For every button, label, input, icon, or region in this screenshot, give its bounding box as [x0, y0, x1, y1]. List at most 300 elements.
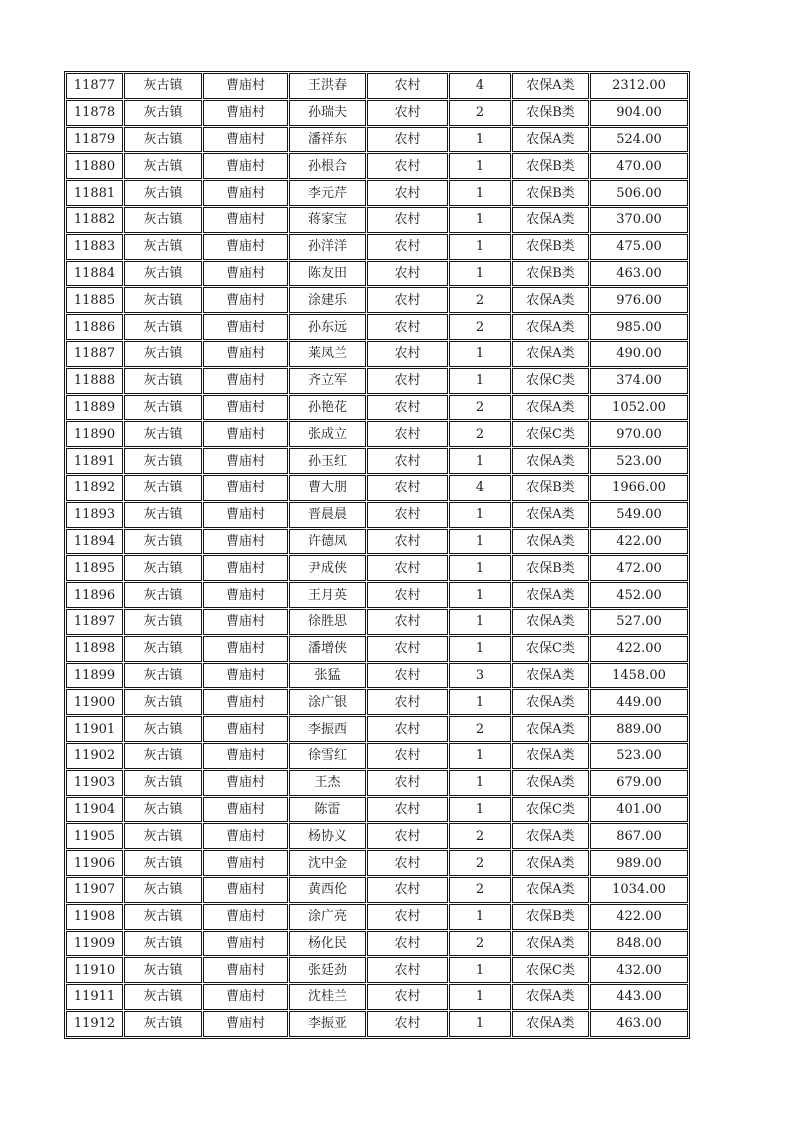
- cell-amount: 848.00: [590, 931, 688, 957]
- cell-town: 灰古镇: [124, 957, 202, 983]
- cell-name: 沈中金: [289, 850, 366, 876]
- cell-category: 农保A类: [512, 609, 589, 635]
- cell-village: 曹庙村: [203, 689, 288, 715]
- cell-count: 1: [449, 234, 511, 260]
- cell-area-type: 农村: [367, 475, 448, 501]
- cell-village: 曹庙村: [203, 663, 288, 689]
- cell-town: 灰古镇: [124, 502, 202, 528]
- cell-area-type: 农村: [367, 904, 448, 930]
- cell-amount: 527.00: [590, 609, 688, 635]
- cell-village: 曹庙村: [203, 904, 288, 930]
- cell-amount: 490.00: [590, 341, 688, 367]
- cell-village: 曹庙村: [203, 287, 288, 313]
- cell-id: 11887: [66, 341, 123, 367]
- cell-village: 曹庙村: [203, 448, 288, 474]
- cell-amount: 523.00: [590, 448, 688, 474]
- table-row: [66, 984, 688, 1010]
- cell-amount: 452.00: [590, 582, 688, 608]
- cell-count: 2: [449, 287, 511, 313]
- table-row: [66, 636, 688, 662]
- cell-category: 农保B类: [512, 904, 589, 930]
- cell-id: 11886: [66, 314, 123, 340]
- cell-area-type: 农村: [367, 261, 448, 287]
- cell-count: 3: [449, 663, 511, 689]
- cell-amount: 524.00: [590, 127, 688, 153]
- cell-amount: 432.00: [590, 957, 688, 983]
- cell-amount: 472.00: [590, 555, 688, 581]
- cell-village: 曹庙村: [203, 475, 288, 501]
- cell-village: 曹庙村: [203, 743, 288, 769]
- cell-area-type: 农村: [367, 957, 448, 983]
- cell-id: 11901: [66, 716, 123, 742]
- cell-id: 11910: [66, 957, 123, 983]
- cell-count: 1: [449, 582, 511, 608]
- table-row: [66, 716, 688, 742]
- cell-count: 1: [449, 555, 511, 581]
- cell-name: 孙根合: [289, 153, 366, 179]
- cell-category: 农保A类: [512, 984, 589, 1010]
- cell-town: 灰古镇: [124, 395, 202, 421]
- cell-id: 11883: [66, 234, 123, 260]
- cell-name: 杨协义: [289, 823, 366, 849]
- cell-id: 11911: [66, 984, 123, 1010]
- cell-town: 灰古镇: [124, 582, 202, 608]
- cell-village: 曹庙村: [203, 127, 288, 153]
- cell-town: 灰古镇: [124, 234, 202, 260]
- cell-name: 李振西: [289, 716, 366, 742]
- cell-amount: 463.00: [590, 261, 688, 287]
- cell-area-type: 农村: [367, 529, 448, 555]
- cell-town: 灰古镇: [124, 421, 202, 447]
- cell-village: 曹庙村: [203, 234, 288, 260]
- cell-area-type: 农村: [367, 609, 448, 635]
- cell-village: 曹庙村: [203, 368, 288, 394]
- cell-amount: 985.00: [590, 314, 688, 340]
- table-row: [66, 448, 688, 474]
- cell-id: 11891: [66, 448, 123, 474]
- cell-amount: 374.00: [590, 368, 688, 394]
- cell-name: 晋晨晨: [289, 502, 366, 528]
- cell-town: 灰古镇: [124, 663, 202, 689]
- cell-id: 11888: [66, 368, 123, 394]
- cell-amount: 401.00: [590, 797, 688, 823]
- cell-area-type: 农村: [367, 663, 448, 689]
- cell-village: 曹庙村: [203, 100, 288, 126]
- cell-name: 徐雪红: [289, 743, 366, 769]
- cell-name: 尹成侠: [289, 555, 366, 581]
- cell-name: 涂广亮: [289, 904, 366, 930]
- cell-id: 11899: [66, 663, 123, 689]
- table-row: [66, 421, 688, 447]
- cell-name: 陈友田: [289, 261, 366, 287]
- cell-category: 农保A类: [512, 127, 589, 153]
- cell-category: 农保A类: [512, 395, 589, 421]
- cell-village: 曹庙村: [203, 207, 288, 233]
- cell-area-type: 农村: [367, 127, 448, 153]
- table-row: [66, 314, 688, 340]
- cell-count: 2: [449, 716, 511, 742]
- cell-category: 农保A类: [512, 287, 589, 313]
- cell-count: 2: [449, 877, 511, 903]
- cell-name: 潘增侠: [289, 636, 366, 662]
- table-row: [66, 368, 688, 394]
- table-row: [66, 689, 688, 715]
- cell-town: 灰古镇: [124, 368, 202, 394]
- cell-town: 灰古镇: [124, 341, 202, 367]
- cell-village: 曹庙村: [203, 823, 288, 849]
- cell-village: 曹庙村: [203, 555, 288, 581]
- table-row: [66, 957, 688, 983]
- cell-village: 曹庙村: [203, 1011, 288, 1037]
- cell-town: 灰古镇: [124, 153, 202, 179]
- cell-name: 张廷劲: [289, 957, 366, 983]
- cell-village: 曹庙村: [203, 180, 288, 206]
- table-row: [66, 931, 688, 957]
- cell-name: 孙艳花: [289, 395, 366, 421]
- table-row: [66, 180, 688, 206]
- cell-area-type: 农村: [367, 770, 448, 796]
- cell-count: 2: [449, 850, 511, 876]
- cell-amount: 1458.00: [590, 663, 688, 689]
- table-row: [66, 261, 688, 287]
- cell-village: 曹庙村: [203, 931, 288, 957]
- cell-name: 张猛: [289, 663, 366, 689]
- cell-town: 灰古镇: [124, 207, 202, 233]
- cell-id: 11885: [66, 287, 123, 313]
- cell-name: 曹大朋: [289, 475, 366, 501]
- cell-amount: 443.00: [590, 984, 688, 1010]
- cell-id: 11909: [66, 931, 123, 957]
- cell-area-type: 农村: [367, 582, 448, 608]
- cell-name: 张成立: [289, 421, 366, 447]
- cell-amount: 523.00: [590, 743, 688, 769]
- cell-area-type: 农村: [367, 636, 448, 662]
- cell-village: 曹庙村: [203, 877, 288, 903]
- table-row: [66, 207, 688, 233]
- cell-id: 11882: [66, 207, 123, 233]
- cell-count: 1: [449, 904, 511, 930]
- cell-name: 徐胜思: [289, 609, 366, 635]
- cell-id: 11892: [66, 475, 123, 501]
- cell-area-type: 农村: [367, 73, 448, 99]
- cell-area-type: 农村: [367, 716, 448, 742]
- cell-category: 农保A类: [512, 770, 589, 796]
- cell-count: 1: [449, 636, 511, 662]
- cell-category: 农保A类: [512, 823, 589, 849]
- cell-category: 农保A类: [512, 850, 589, 876]
- cell-category: 农保A类: [512, 314, 589, 340]
- cell-count: 1: [449, 1011, 511, 1037]
- cell-name: 潘祥东: [289, 127, 366, 153]
- cell-town: 灰古镇: [124, 100, 202, 126]
- cell-town: 灰古镇: [124, 743, 202, 769]
- table-row: [66, 823, 688, 849]
- cell-area-type: 农村: [367, 797, 448, 823]
- records-tbody: [66, 73, 688, 1037]
- cell-town: 灰古镇: [124, 850, 202, 876]
- cell-town: 灰古镇: [124, 984, 202, 1010]
- cell-name: 蒋家宝: [289, 207, 366, 233]
- table-row: [66, 582, 688, 608]
- cell-area-type: 农村: [367, 314, 448, 340]
- cell-id: 11880: [66, 153, 123, 179]
- cell-village: 曹庙村: [203, 314, 288, 340]
- cell-town: 灰古镇: [124, 448, 202, 474]
- cell-id: 11878: [66, 100, 123, 126]
- cell-id: 11895: [66, 555, 123, 581]
- cell-count: 1: [449, 529, 511, 555]
- cell-category: 农保A类: [512, 529, 589, 555]
- cell-name: 李元芹: [289, 180, 366, 206]
- cell-town: 灰古镇: [124, 636, 202, 662]
- cell-amount: 475.00: [590, 234, 688, 260]
- cell-count: 2: [449, 931, 511, 957]
- cell-amount: 422.00: [590, 529, 688, 555]
- cell-area-type: 农村: [367, 368, 448, 394]
- cell-category: 农保B类: [512, 180, 589, 206]
- cell-town: 灰古镇: [124, 716, 202, 742]
- cell-town: 灰古镇: [124, 1011, 202, 1037]
- cell-village: 曹庙村: [203, 341, 288, 367]
- cell-category: 农保B类: [512, 261, 589, 287]
- cell-count: 1: [449, 609, 511, 635]
- table-row: [66, 850, 688, 876]
- cell-amount: 549.00: [590, 502, 688, 528]
- cell-name: 孙瑞夫: [289, 100, 366, 126]
- cell-town: 灰古镇: [124, 127, 202, 153]
- cell-village: 曹庙村: [203, 502, 288, 528]
- cell-id: 11896: [66, 582, 123, 608]
- cell-name: 孙洋洋: [289, 234, 366, 260]
- cell-town: 灰古镇: [124, 529, 202, 555]
- cell-village: 曹庙村: [203, 261, 288, 287]
- cell-id: 11889: [66, 395, 123, 421]
- cell-village: 曹庙村: [203, 850, 288, 876]
- table-row: [66, 555, 688, 581]
- table-row: [66, 529, 688, 555]
- cell-village: 曹庙村: [203, 421, 288, 447]
- cell-amount: 889.00: [590, 716, 688, 742]
- cell-area-type: 农村: [367, 743, 448, 769]
- cell-count: 1: [449, 797, 511, 823]
- cell-area-type: 农村: [367, 180, 448, 206]
- table-row: [66, 234, 688, 260]
- table-row: [66, 287, 688, 313]
- cell-amount: 1966.00: [590, 475, 688, 501]
- cell-town: 灰古镇: [124, 689, 202, 715]
- cell-category: 农保C类: [512, 636, 589, 662]
- cell-category: 农保A类: [512, 931, 589, 957]
- cell-name: 沈桂兰: [289, 984, 366, 1010]
- cell-id: 11905: [66, 823, 123, 849]
- cell-count: 1: [449, 770, 511, 796]
- cell-category: 农保A类: [512, 743, 589, 769]
- cell-category: 农保A类: [512, 73, 589, 99]
- cell-village: 曹庙村: [203, 636, 288, 662]
- cell-count: 1: [449, 448, 511, 474]
- table-row: [66, 502, 688, 528]
- cell-id: 11898: [66, 636, 123, 662]
- cell-count: 2: [449, 395, 511, 421]
- cell-id: 11900: [66, 689, 123, 715]
- cell-id: 11902: [66, 743, 123, 769]
- cell-count: 2: [449, 421, 511, 447]
- cell-name: 莱凤兰: [289, 341, 366, 367]
- cell-count: 1: [449, 502, 511, 528]
- cell-amount: 679.00: [590, 770, 688, 796]
- cell-village: 曹庙村: [203, 529, 288, 555]
- table-row: [66, 395, 688, 421]
- cell-name: 黄西伦: [289, 877, 366, 903]
- table-row: [66, 1011, 688, 1037]
- cell-category: 农保A类: [512, 1011, 589, 1037]
- cell-count: 1: [449, 368, 511, 394]
- cell-id: 11894: [66, 529, 123, 555]
- cell-id: 11884: [66, 261, 123, 287]
- cell-category: 农保B类: [512, 153, 589, 179]
- cell-count: 2: [449, 100, 511, 126]
- cell-count: 1: [449, 207, 511, 233]
- cell-count: 4: [449, 475, 511, 501]
- cell-id: 11906: [66, 850, 123, 876]
- cell-id: 11904: [66, 797, 123, 823]
- cell-id: 11893: [66, 502, 123, 528]
- table-row: [66, 341, 688, 367]
- cell-village: 曹庙村: [203, 582, 288, 608]
- cell-area-type: 农村: [367, 100, 448, 126]
- cell-id: 11890: [66, 421, 123, 447]
- cell-amount: 970.00: [590, 421, 688, 447]
- cell-town: 灰古镇: [124, 73, 202, 99]
- cell-town: 灰古镇: [124, 475, 202, 501]
- table-row: [66, 877, 688, 903]
- cell-name: 涂广银: [289, 689, 366, 715]
- cell-amount: 904.00: [590, 100, 688, 126]
- cell-name: 王洪春: [289, 73, 366, 99]
- cell-area-type: 农村: [367, 689, 448, 715]
- cell-amount: 449.00: [590, 689, 688, 715]
- cell-town: 灰古镇: [124, 877, 202, 903]
- cell-town: 灰古镇: [124, 261, 202, 287]
- cell-area-type: 农村: [367, 877, 448, 903]
- cell-amount: 463.00: [590, 1011, 688, 1037]
- cell-name: 孙玉红: [289, 448, 366, 474]
- cell-name: 许德凤: [289, 529, 366, 555]
- cell-category: 农保B类: [512, 234, 589, 260]
- cell-town: 灰古镇: [124, 609, 202, 635]
- cell-category: 农保C类: [512, 421, 589, 447]
- cell-village: 曹庙村: [203, 73, 288, 99]
- cell-area-type: 农村: [367, 850, 448, 876]
- table-row: [66, 127, 688, 153]
- cell-area-type: 农村: [367, 1011, 448, 1037]
- cell-name: 孙东远: [289, 314, 366, 340]
- table-row: [66, 475, 688, 501]
- table-row: [66, 609, 688, 635]
- cell-id: 11879: [66, 127, 123, 153]
- cell-count: 4: [449, 73, 511, 99]
- table-row: [66, 797, 688, 823]
- cell-count: 1: [449, 957, 511, 983]
- cell-amount: 976.00: [590, 287, 688, 313]
- cell-village: 曹庙村: [203, 797, 288, 823]
- cell-name: 王月英: [289, 582, 366, 608]
- cell-area-type: 农村: [367, 153, 448, 179]
- cell-id: 11897: [66, 609, 123, 635]
- table-row: [66, 904, 688, 930]
- cell-category: 农保C类: [512, 797, 589, 823]
- cell-area-type: 农村: [367, 395, 448, 421]
- cell-town: 灰古镇: [124, 797, 202, 823]
- cell-category: 农保A类: [512, 689, 589, 715]
- cell-category: 农保A类: [512, 582, 589, 608]
- cell-name: 杨化民: [289, 931, 366, 957]
- cell-area-type: 农村: [367, 234, 448, 260]
- cell-name: 李振亚: [289, 1011, 366, 1037]
- insurance-records-table: [64, 71, 690, 1039]
- cell-category: 农保A类: [512, 341, 589, 367]
- cell-amount: 989.00: [590, 850, 688, 876]
- cell-count: 2: [449, 314, 511, 340]
- cell-area-type: 农村: [367, 448, 448, 474]
- cell-town: 灰古镇: [124, 770, 202, 796]
- cell-town: 灰古镇: [124, 180, 202, 206]
- cell-count: 1: [449, 180, 511, 206]
- cell-category: 农保B类: [512, 555, 589, 581]
- cell-area-type: 农村: [367, 287, 448, 313]
- cell-town: 灰古镇: [124, 823, 202, 849]
- cell-area-type: 农村: [367, 555, 448, 581]
- cell-amount: 470.00: [590, 153, 688, 179]
- cell-id: 11881: [66, 180, 123, 206]
- cell-town: 灰古镇: [124, 287, 202, 313]
- cell-category: 农保A类: [512, 502, 589, 528]
- cell-amount: 370.00: [590, 207, 688, 233]
- cell-category: 农保B类: [512, 100, 589, 126]
- cell-village: 曹庙村: [203, 395, 288, 421]
- cell-name: 王杰: [289, 770, 366, 796]
- cell-name: 涂建乐: [289, 287, 366, 313]
- cell-area-type: 农村: [367, 931, 448, 957]
- cell-count: 1: [449, 689, 511, 715]
- cell-category: 农保C类: [512, 368, 589, 394]
- cell-town: 灰古镇: [124, 314, 202, 340]
- cell-count: 1: [449, 153, 511, 179]
- cell-category: 农保B类: [512, 475, 589, 501]
- cell-village: 曹庙村: [203, 984, 288, 1010]
- table-row: [66, 153, 688, 179]
- cell-amount: 867.00: [590, 823, 688, 849]
- cell-village: 曹庙村: [203, 153, 288, 179]
- cell-id: 11903: [66, 770, 123, 796]
- cell-village: 曹庙村: [203, 716, 288, 742]
- cell-category: 农保A类: [512, 716, 589, 742]
- cell-amount: 1034.00: [590, 877, 688, 903]
- cell-id: 11908: [66, 904, 123, 930]
- cell-town: 灰古镇: [124, 904, 202, 930]
- cell-town: 灰古镇: [124, 931, 202, 957]
- cell-count: 2: [449, 823, 511, 849]
- cell-area-type: 农村: [367, 207, 448, 233]
- table-row: [66, 770, 688, 796]
- cell-count: 1: [449, 127, 511, 153]
- cell-area-type: 农村: [367, 502, 448, 528]
- cell-amount: 422.00: [590, 904, 688, 930]
- cell-amount: 1052.00: [590, 395, 688, 421]
- table-row: [66, 73, 688, 99]
- cell-village: 曹庙村: [203, 957, 288, 983]
- cell-area-type: 农村: [367, 984, 448, 1010]
